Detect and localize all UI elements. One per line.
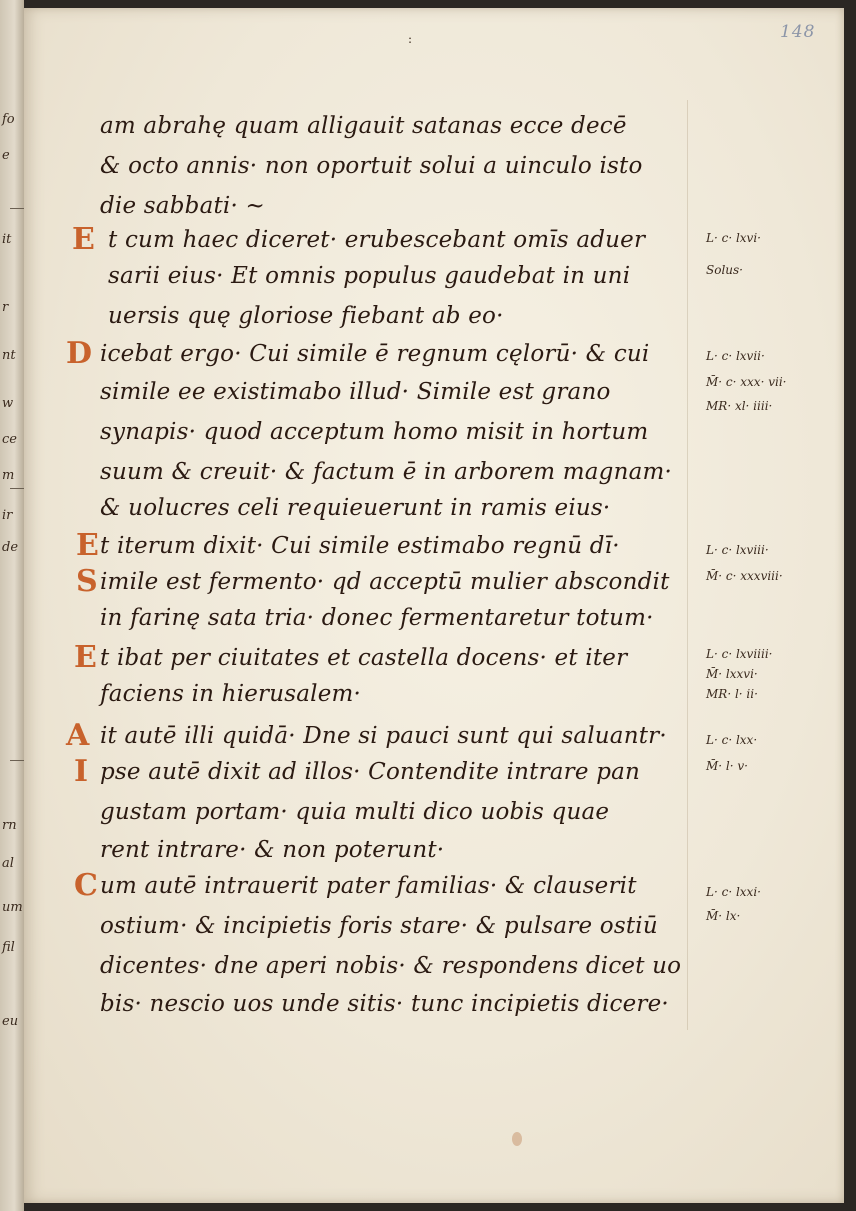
- text-line: uersis quę gloriose fiebant ab eo·: [108, 303, 504, 329]
- text-line: die sabbati· ~: [100, 193, 265, 219]
- binding-fragment: w: [2, 396, 14, 411]
- margin-note: M̄· lx·: [706, 909, 741, 923]
- rubricated-initial: S: [76, 564, 98, 599]
- binding-fragment: e: [2, 148, 10, 163]
- text-line: t iterum dixit· Cui simile estimabo regnū dī·: [100, 533, 620, 559]
- binding-fragment: it: [2, 232, 12, 247]
- text-line: gustam portam· quia multi dico uobis quaе: [100, 799, 610, 825]
- text-line: um autē intrauerit pater familias· & clauserit: [100, 873, 637, 899]
- margin-note: MR· l· ii·: [706, 687, 758, 701]
- text-line: pse autē dixit ad illos· Contendite intrare pan: [100, 759, 641, 785]
- text-line: ostium· & incipietis foris stare· & pulsare ostiū: [100, 913, 658, 939]
- binding-fragment: nt: [2, 348, 16, 363]
- binding-fragment: rn: [2, 818, 17, 833]
- text-line: in farinę sata tria· donec fermentaretur totum·: [100, 605, 654, 631]
- punctus-mark: :: [408, 32, 413, 46]
- binding-rule: [10, 760, 24, 761]
- folio-number: 148: [780, 22, 816, 42]
- margin-note: MR· xl· iiii·: [706, 399, 773, 413]
- text-line: t cum haec diceret· erubescebant omīs aduer: [108, 227, 646, 253]
- binding-fragment: al: [2, 856, 14, 871]
- text-line: & uolucres celi requieuerunt in ramis eius·: [100, 495, 611, 521]
- rubricated-initial: E: [72, 222, 95, 257]
- text-line: & octo annis· non oportuit solui a uinculo isto: [100, 153, 643, 179]
- rubricated-initial: D: [66, 336, 93, 371]
- text-line: synapis· quod acceptum homo misit in hortum: [100, 419, 649, 445]
- margin-note: L· c· lxvi·: [706, 231, 761, 245]
- margin-note: M̄· c· xxxviii·: [706, 569, 783, 583]
- rubricated-initial: E: [76, 528, 99, 563]
- text-line: t ibat per ciuitates et castella docens· et iter: [100, 645, 628, 671]
- parchment-stain: [512, 1132, 522, 1146]
- binding-fragment: eu: [2, 1014, 19, 1029]
- rubricated-initial: I: [74, 754, 89, 789]
- margin-note: M̄· lxxvi·: [706, 667, 758, 681]
- margin-note: M̄· c· xxx· vii·: [706, 375, 787, 389]
- margin-note: L· c· lxxi·: [706, 885, 761, 899]
- binding-fragment: r: [2, 300, 9, 315]
- binding-fragment: m: [2, 468, 15, 483]
- margin-note: M̄· l· v·: [706, 759, 748, 773]
- binding-rule: [10, 208, 24, 209]
- text-line: dicentes· dne aperi nobis· & respondens dicet uo: [100, 953, 682, 979]
- text-line: am abrahę quam alligauit satanas ecce decē: [100, 113, 627, 139]
- margin-note: L· c· lxviii·: [706, 543, 769, 557]
- text-line: it autē illi quidā· Dne si pauci sunt qui saluantr·: [100, 723, 667, 749]
- binding-fragment: ce: [2, 432, 17, 447]
- binding-fragment: fo: [2, 112, 15, 127]
- text-line: icebat ergo· Cui simile ē regnum cęlorū· & cui: [100, 341, 650, 367]
- rubricated-initial: E: [74, 640, 97, 675]
- text-line: rent intrare· & non poterunt·: [100, 837, 445, 863]
- binding-rule: [10, 488, 24, 489]
- margin-note: L· c· lxx·: [706, 733, 758, 747]
- text-line: suum & creuit· & factum ē in arborem magnam·: [100, 459, 673, 485]
- ruling-line: [687, 100, 688, 1030]
- rubricated-initial: A: [66, 718, 90, 753]
- binding-fragment: de: [2, 540, 19, 555]
- margin-note: L· c· lxvii·: [706, 349, 765, 363]
- binding-fragment: ir: [2, 508, 13, 523]
- binding-fragment: um: [2, 900, 23, 915]
- text-line: bis· nescio uos unde sitis· tunc incipietis dicere·: [100, 991, 669, 1017]
- text-line: sarii eius· Et omnis populus gaudebat in uni: [108, 263, 631, 289]
- text-line: faciens in hierusalem·: [100, 681, 362, 707]
- adjacent-page-edge: [0, 0, 24, 1211]
- rubricated-initial: C: [74, 868, 98, 903]
- margin-note: Solus·: [706, 263, 743, 277]
- margin-note: L· c· lxviiii·: [706, 647, 773, 661]
- text-line: imile est fermento· qd acceptū mulier abscondit: [100, 569, 670, 595]
- binding-fragment: fil: [2, 940, 15, 955]
- text-line: simile ee existimabo illud· Simile est grano: [100, 379, 611, 405]
